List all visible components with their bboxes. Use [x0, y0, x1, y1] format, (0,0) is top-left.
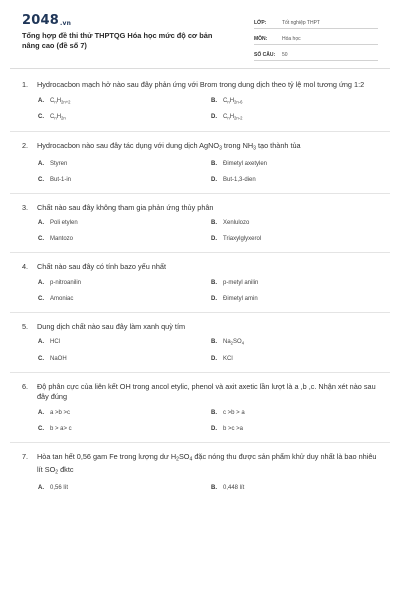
question-text: Dung dịch chất nào sau đây làm xanh quỳ tím [37, 321, 186, 331]
question-header [22, 203, 378, 214]
answer-option[interactable] [211, 409, 384, 418]
answer-options [22, 279, 378, 304]
option-key: C. [38, 114, 44, 120]
exam-meta [254, 16, 378, 64]
question-item [0, 382, 400, 434]
answer-option[interactable] [211, 295, 384, 304]
option-key: B. [211, 484, 217, 491]
question-text: Chất nào sau đây không tham gia phản ứng thủy phân [37, 202, 214, 212]
question-separator [10, 312, 390, 313]
option-key: C. [38, 295, 44, 302]
question-number: 7. [22, 451, 29, 461]
answer-option[interactable] [38, 355, 211, 364]
question-item [0, 203, 400, 245]
question-number: 4. [22, 262, 29, 271]
answer-option[interactable] [38, 176, 211, 185]
option-key: D. [211, 425, 217, 432]
answer-options [22, 338, 378, 364]
answer-options [22, 97, 378, 123]
option-key: A. [38, 484, 44, 491]
option-text: HCl [50, 339, 60, 345]
option-key: A. [38, 220, 44, 226]
question-separator [10, 252, 390, 253]
question-separator [10, 372, 390, 373]
question-header [22, 452, 378, 478]
question-item [0, 322, 400, 364]
question-header [22, 262, 378, 273]
answer-option[interactable] [211, 235, 384, 244]
option-key: B. [211, 220, 217, 226]
meta-value: 50 [282, 52, 288, 58]
option-key: D. [211, 114, 217, 120]
option-text: Xenlulozo [223, 220, 250, 226]
meta-value: Tốt nghiệp THPT [282, 20, 320, 26]
answer-option[interactable] [38, 338, 211, 348]
option-text: But-1-in [50, 176, 72, 183]
answer-options [22, 160, 378, 185]
option-text: But-1,3-dien [223, 176, 256, 183]
option-text: p-nitroanilin [50, 279, 82, 286]
option-key: C. [38, 425, 44, 432]
question-header [22, 80, 378, 91]
meta-value: Hóa học [282, 36, 301, 42]
option-key: B. [211, 339, 217, 345]
option-text: $Na_2SO_4$ [223, 339, 245, 346]
page-header [0, 0, 400, 68]
option-key: C. [38, 355, 44, 362]
answer-option[interactable] [211, 484, 384, 493]
question-item [0, 141, 400, 185]
option-text: p-metyl anilin [223, 279, 259, 286]
answer-option[interactable] [38, 160, 211, 169]
question-list [0, 80, 400, 493]
question-header [22, 141, 378, 154]
option-text: $C_nH_{2n+2}$ [50, 97, 71, 104]
question-separator [10, 442, 390, 443]
option-text: 0,56 lít [50, 484, 69, 491]
answer-option[interactable] [38, 235, 211, 244]
meta-row-count [254, 48, 378, 61]
answer-option[interactable] [38, 425, 211, 434]
question-number: 1. [22, 80, 29, 89]
logo-text: 2048 [22, 13, 59, 28]
answer-option[interactable] [211, 355, 384, 364]
answer-option[interactable] [38, 279, 211, 288]
header-divider [10, 68, 390, 69]
option-key: D. [211, 355, 217, 362]
meta-row-class [254, 16, 378, 29]
answer-option[interactable] [211, 176, 384, 185]
answer-option[interactable] [211, 279, 384, 288]
answer-option[interactable] [38, 113, 211, 123]
option-key: B. [211, 279, 217, 286]
question-text: Hòa tan hết 0,56 gam Fe trong lượng dư $H_2SO_4$ đặc nóng thu được sản phẩm khử duy nhất là bao nhiêu lít $SO_2$ đktc [37, 451, 377, 475]
question-item [0, 262, 400, 304]
option-key: B. [211, 97, 217, 104]
option-text: Đimetyl amin [223, 295, 258, 302]
site-logo[interactable] [22, 13, 71, 28]
option-text: Triaxylglyxerol [223, 236, 262, 242]
answer-option[interactable] [38, 219, 211, 228]
question-header [22, 382, 378, 403]
exam-title: Tổng hợp đề thi thử THPTQG Hóa học mức độ cơ bản nâng cao (đề số 7) [22, 31, 213, 50]
answer-options [22, 409, 378, 434]
answer-options [22, 219, 378, 244]
option-text: KCl [223, 355, 233, 362]
question-separator [10, 131, 390, 132]
question-text: Độ phân cực của liên kết OH trong ancol etylic, phenol và axit axetic lần lượt là a ,b ,c. Nhận xét nào sau đây đúng [37, 381, 376, 401]
option-key: B. [211, 160, 217, 167]
option-text: NaOH [50, 355, 67, 362]
question-item [0, 80, 400, 123]
option-key: D. [211, 176, 217, 183]
option-text: 0,448 lít [223, 484, 245, 491]
answer-options [22, 484, 378, 493]
option-text: $C_nH_{2n-2}$ [223, 114, 243, 121]
option-key: B. [211, 409, 217, 416]
question-number: 6. [22, 381, 29, 391]
option-text: Styren [50, 160, 68, 167]
option-key: C. [38, 176, 44, 183]
option-key: A. [38, 160, 44, 167]
answer-option[interactable] [211, 338, 384, 348]
option-text: c >b > a [223, 409, 245, 416]
meta-key: SỐ CÂU: [254, 52, 276, 58]
answer-option[interactable] [211, 97, 384, 107]
option-text: $C_nH_{2n-6}$ [223, 97, 243, 104]
question-text: Hydrocacbon nào sau đây tác dụng với dung dịch AgNO$_3$ trong $NH_3$ tạo thành tủa [37, 140, 301, 151]
option-text: $C_nH_{2n}$ [50, 114, 66, 121]
option-text: Amoniac [50, 295, 74, 302]
question-number: 2. [22, 140, 29, 150]
option-text: b > a> c [50, 425, 72, 432]
option-key: A. [38, 409, 44, 416]
answer-option[interactable] [211, 113, 384, 123]
question-item [0, 452, 400, 493]
logo-suffix: .vn [59, 20, 72, 27]
question-number: 3. [22, 202, 29, 212]
option-key: C. [38, 236, 44, 242]
option-key: D. [211, 236, 217, 242]
answer-option[interactable] [38, 484, 211, 493]
option-key: D. [211, 295, 217, 302]
option-text: a >b >c [50, 409, 71, 416]
option-text: Mantozo [50, 236, 74, 242]
answer-option[interactable] [38, 97, 211, 107]
option-text: Đimetyl axetylen [223, 160, 268, 167]
option-text: Poli etylen [50, 220, 78, 226]
option-key: A. [38, 339, 44, 345]
answer-option[interactable] [38, 409, 211, 418]
question-number: 5. [22, 321, 29, 331]
question-separator [10, 193, 390, 194]
meta-key: MÔN: [254, 36, 268, 42]
answer-option[interactable] [38, 295, 211, 304]
option-text: b >c >a [223, 425, 244, 432]
question-header [22, 322, 378, 333]
option-key: A. [38, 97, 44, 104]
meta-key: LỚP: [254, 20, 267, 26]
question-text: Hydrocacbon mạch hở nào sau đây phản ứng với Brom trong dung dịch theo tỷ lệ mol tương ứng 1:2 [37, 80, 365, 89]
answer-option[interactable] [211, 425, 384, 434]
meta-row-subject [254, 32, 378, 45]
answer-option[interactable] [211, 160, 384, 169]
answer-option[interactable] [211, 219, 384, 228]
question-text: Chất nào sau đây có tính bazo yếu nhất [37, 262, 167, 271]
option-key: A. [38, 279, 44, 286]
